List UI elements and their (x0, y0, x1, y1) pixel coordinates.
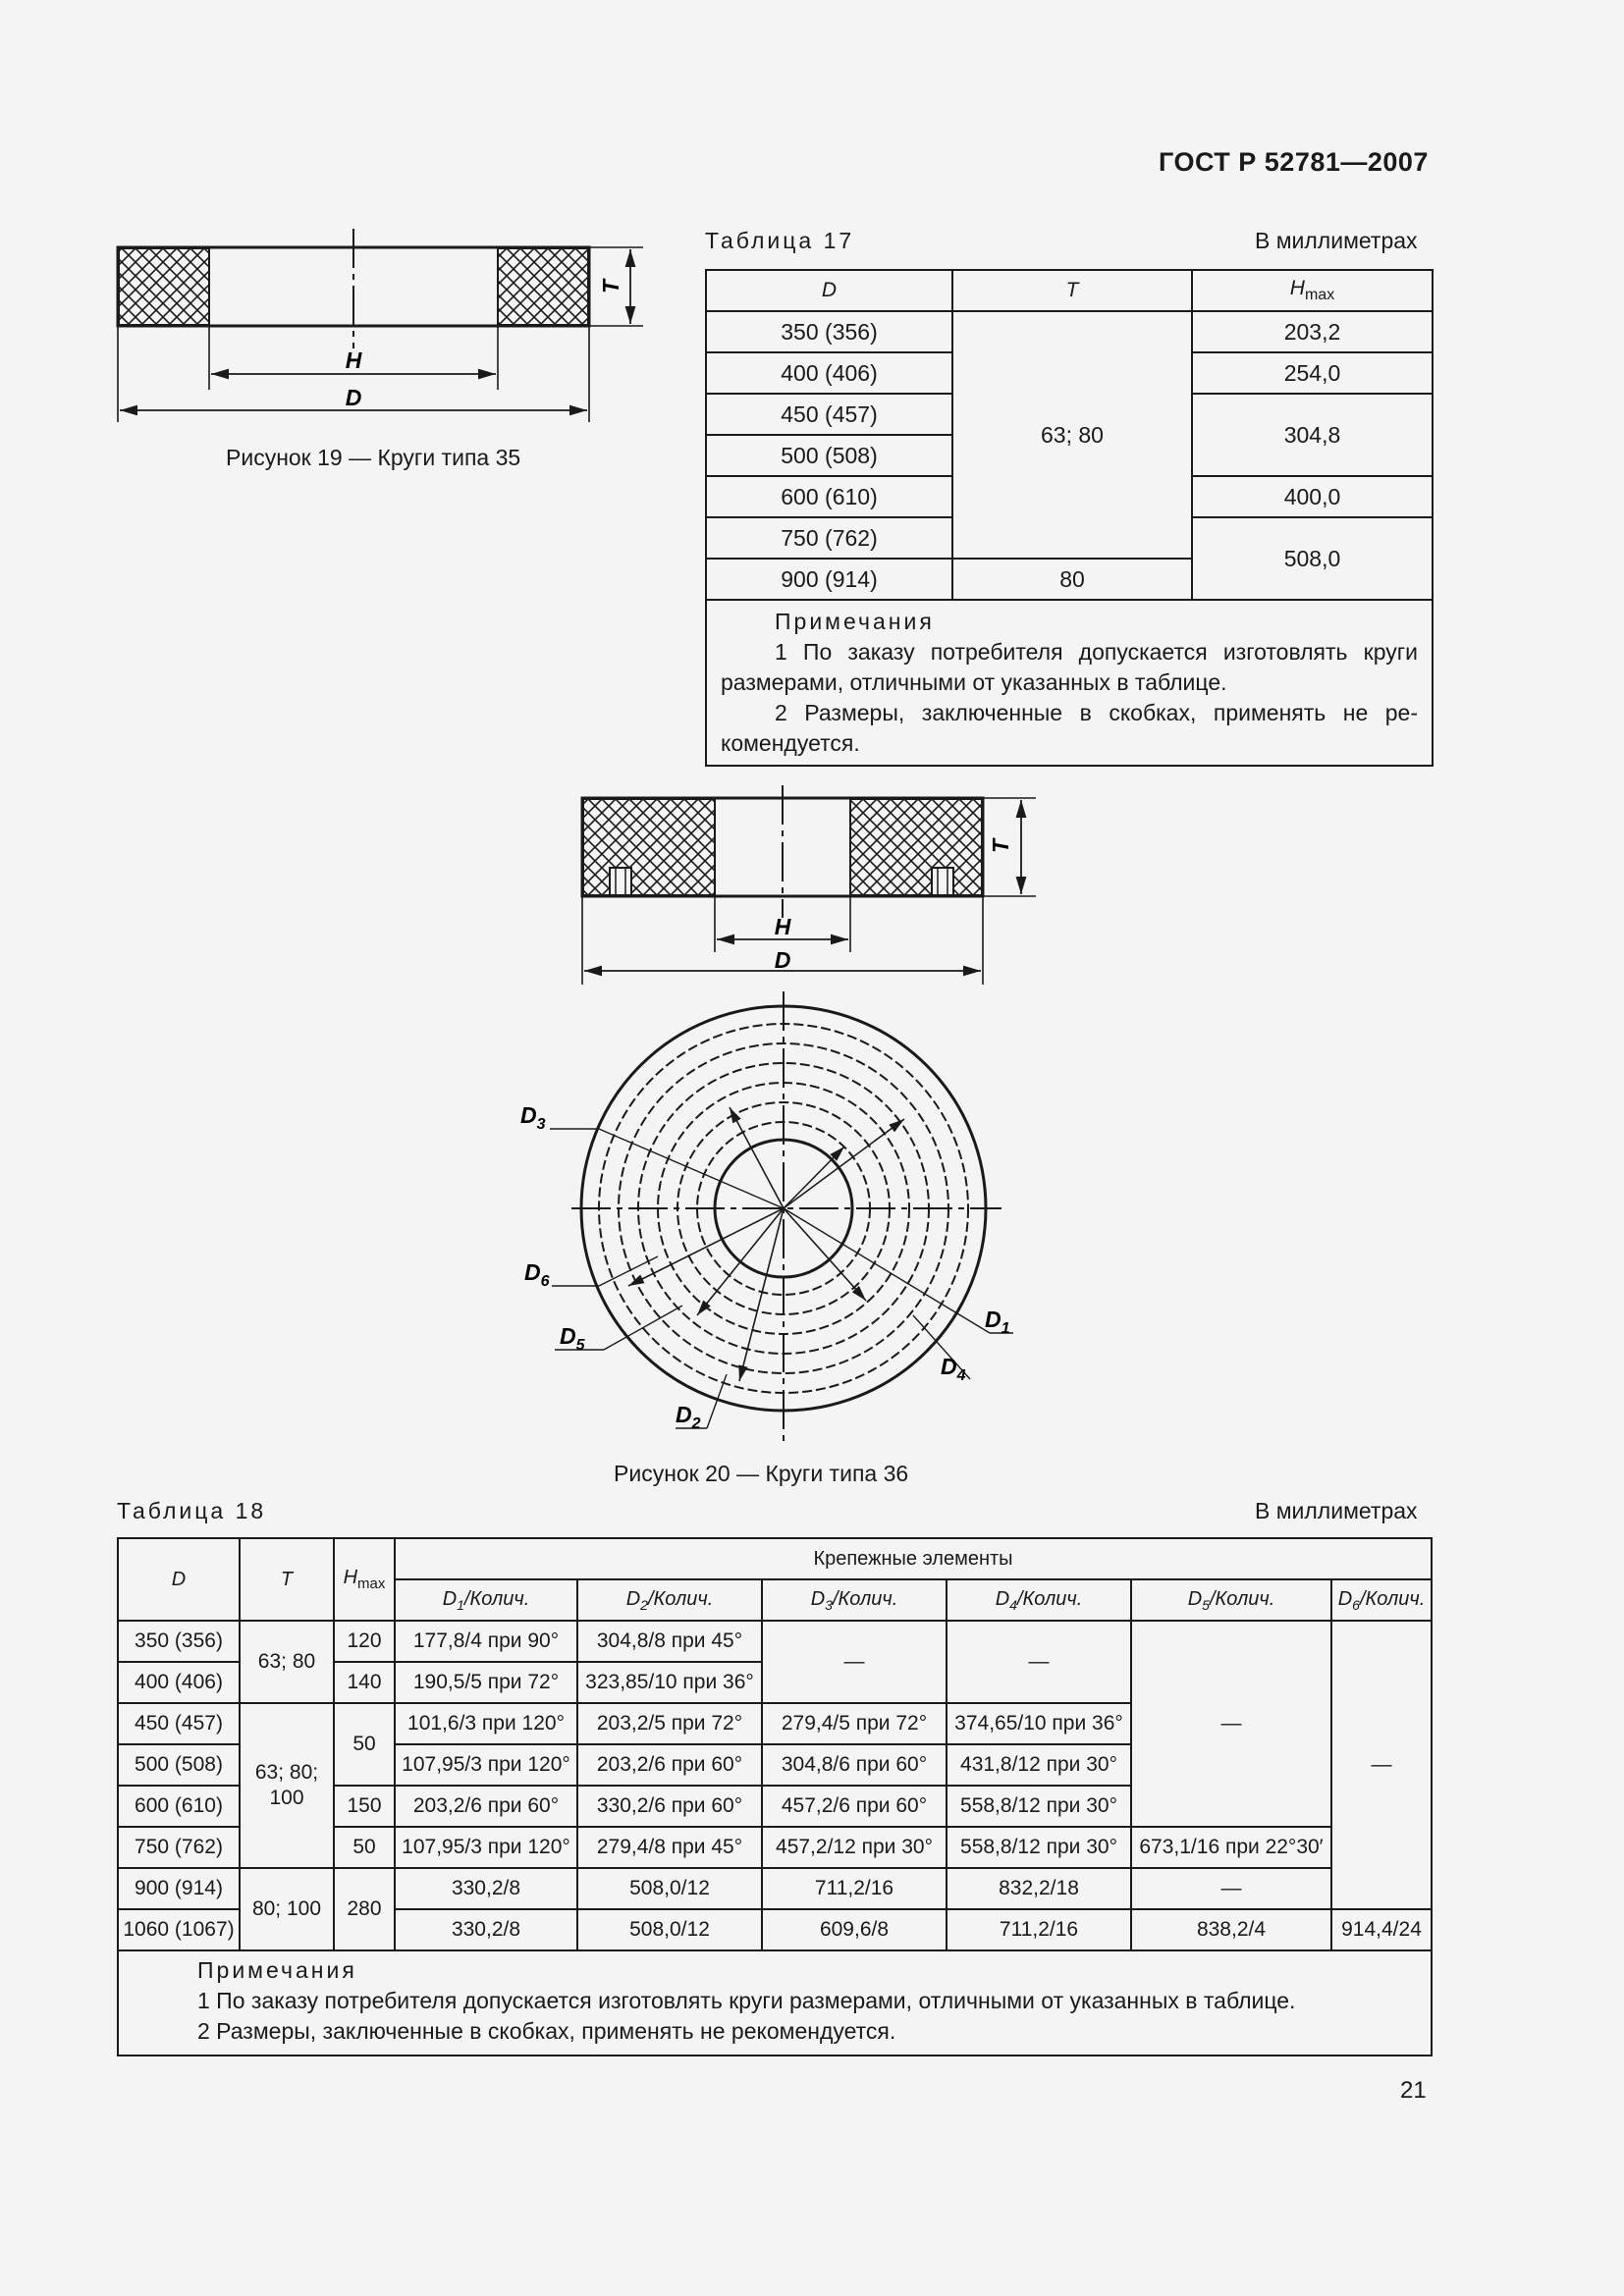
cell-h: 304,8 (1192, 394, 1433, 476)
cell-h: 50 (334, 1703, 395, 1786)
col-header-d4: $D_4$/Колич. (947, 1579, 1131, 1621)
cell-d: 400 (406) (118, 1662, 240, 1703)
cell-d: 350 (356) (118, 1621, 240, 1662)
cell-d4: 374,65/10 при 36° (947, 1703, 1131, 1744)
cell-h: 203,2 (1192, 311, 1433, 352)
col-header-d2: $D_2$/Колич. (577, 1579, 762, 1621)
cell-d1: 203,2/6 при 60° (395, 1786, 577, 1827)
notes-title: Примечания (197, 1957, 357, 1983)
cell-d: 400 (406) (706, 352, 952, 394)
table-row (706, 311, 1433, 352)
cell-d1: 107,95/3 при 120° (395, 1827, 577, 1868)
cell-d6: 914,4/24 (1331, 1909, 1432, 1950)
col-header-t: T (240, 1538, 334, 1621)
col-header-fasteners: Крепежные элементы (395, 1538, 1432, 1579)
cell-d: 750 (762) (706, 517, 952, 559)
cell-d: 500 (508) (706, 435, 952, 476)
note-1: 1 По заказу потребителя допускается изготовлять круги размерами, отличными от указанных в таблице. (197, 1988, 1296, 2013)
cell-d2: 203,2/5 при 72° (577, 1703, 762, 1744)
cell-d: 450 (457) (706, 394, 952, 435)
col-header-d: D (706, 270, 952, 311)
note-1: 1 По заказу потребителя допускается изготовлять круги размерами, отличными от указанных в таблице. (721, 639, 1418, 695)
cell-d2: 508,0/12 (577, 1909, 762, 1950)
label-d6: $D_6$ (524, 1259, 550, 1290)
cell-h: 50 (334, 1827, 395, 1868)
figure-19-caption: Рисунок 19 — Круги типа 35 (226, 445, 521, 470)
cell-d3: 279,4/5 при 72° (762, 1703, 947, 1744)
cell-d1: 101,6/3 при 120° (395, 1703, 577, 1744)
cell-d6: — (1331, 1621, 1432, 1909)
cell-d5: 673,1/16 при 22°30′ (1131, 1827, 1331, 1868)
cell-d1: 177,8/4 при 90° (395, 1621, 577, 1662)
label-d5: $D_5$ (560, 1323, 585, 1354)
cell-t: 80; 100 (240, 1868, 334, 1950)
cell-d2: 323,85/10 при 36° (577, 1662, 762, 1703)
cell-d3: 304,8/6 при 60° (762, 1744, 947, 1786)
cell-d: 750 (762) (118, 1827, 240, 1868)
table-17-units: В миллиметрах (1255, 228, 1418, 253)
page-number: 21 (1400, 2077, 1427, 2104)
label-d: D (345, 385, 362, 410)
table-18-notes (118, 1950, 1432, 2056)
col-header-d3: $D_3$/Колич. (762, 1579, 947, 1621)
insert-right-icon (932, 868, 953, 895)
cell-d: 450 (457) (118, 1703, 240, 1744)
table-row (118, 1621, 1432, 1662)
col-header-t: T (952, 270, 1192, 311)
cell-d3: — (762, 1621, 947, 1703)
cell-d: 900 (914) (118, 1868, 240, 1909)
cell-h: 280 (334, 1868, 395, 1950)
cell-h: 400,0 (1192, 476, 1433, 517)
cell-d: 500 (508) (118, 1744, 240, 1786)
cell-d4: 832,2/18 (947, 1868, 1131, 1909)
cell-d4: 711,2/16 (947, 1909, 1131, 1950)
cell-h: 254,0 (1192, 352, 1433, 394)
cell-h: 120 (334, 1621, 395, 1662)
cell-d4: 558,8/12 при 30° (947, 1786, 1131, 1827)
cell-d1: 190,5/5 при 72° (395, 1662, 577, 1703)
cell-d: 600 (610) (706, 476, 952, 517)
cell-d4: — (947, 1621, 1131, 1703)
col-header-hmax: $H_{max}$ (1192, 270, 1433, 311)
cell-d3: 457,2/12 при 30° (762, 1827, 947, 1868)
note-2: 2 Размеры, заключенные в скобках, применять не ре-комендуется. (721, 700, 1418, 756)
cell-d3: 609,6/8 (762, 1909, 947, 1950)
cell-d3: 711,2/16 (762, 1868, 947, 1909)
cell-h: 140 (334, 1662, 395, 1703)
cell-d2: 304,8/8 при 45° (577, 1621, 762, 1662)
figure-20-caption: Рисунок 20 — Круги типа 36 (614, 1461, 909, 1486)
figure-19-drawing (108, 221, 658, 432)
cell-t: 80 (952, 559, 1192, 600)
label-t: T (988, 838, 1013, 854)
cell-d: 600 (610) (118, 1786, 240, 1827)
table-18 (117, 1537, 1433, 2056)
table-row (118, 1868, 1432, 1909)
table-17-label: Таблица 17 (705, 228, 855, 253)
cell-d5: — (1131, 1621, 1331, 1827)
cell-d: 350 (356) (706, 311, 952, 352)
document-id: ГОСТ Р 52781—2007 (1159, 147, 1429, 177)
cell-d1: 107,95/3 при 120° (395, 1744, 577, 1786)
cell-d1: 330,2/8 (395, 1909, 577, 1950)
note-2: 2 Размеры, заключенные в скобках, применять не рекомендуется. (197, 2018, 896, 2044)
cell-d4: 431,8/12 при 30° (947, 1744, 1131, 1786)
cell-d2: 203,2/6 при 60° (577, 1744, 762, 1786)
col-header-d6: $D_6$/Колич. (1331, 1579, 1432, 1621)
label-d1: $D_1$ (985, 1307, 1010, 1337)
label-d: D (774, 947, 791, 973)
cell-t: 63; 80 (240, 1621, 334, 1703)
figure-20-plan-drawing (511, 991, 1021, 1453)
cell-d1: 330,2/8 (395, 1868, 577, 1909)
label-h: H (774, 914, 791, 939)
col-header-d: D (118, 1538, 240, 1621)
col-header-hmax: $H_{max}$ (334, 1538, 395, 1621)
label-d2: $D_2$ (676, 1402, 701, 1432)
table-17 (705, 269, 1434, 767)
cell-d: 1060 (1067) (118, 1909, 240, 1950)
table-17-notes (706, 600, 1433, 766)
col-header-d5: $D_5$/Колич. (1131, 1579, 1331, 1621)
cell-d3: 457,2/6 при 60° (762, 1786, 947, 1827)
cell-d: 900 (914) (706, 559, 952, 600)
cell-h: 150 (334, 1786, 395, 1827)
cell-h: 508,0 (1192, 517, 1433, 600)
col-header-d1: $D_1$/Колич. (395, 1579, 577, 1621)
cell-d2: 279,4/8 при 45° (577, 1827, 762, 1868)
cell-d5: 838,2/4 (1131, 1909, 1331, 1950)
label-h: H (345, 347, 362, 373)
table-18-units: В миллиметрах (1255, 1498, 1418, 1523)
table-18-label: Таблица 18 (117, 1498, 267, 1523)
insert-left-icon (610, 868, 631, 895)
cell-d4: 558,8/12 при 30° (947, 1827, 1131, 1868)
label-t: T (598, 279, 623, 294)
figure-20-section-drawing (574, 785, 1046, 991)
label-d3: $D_3$ (520, 1102, 546, 1133)
cell-d5: — (1131, 1868, 1331, 1909)
cell-t: 63; 80; 100 (240, 1703, 334, 1868)
cell-d2: 330,2/6 при 60° (577, 1786, 762, 1827)
notes-title: Примечания (775, 609, 935, 634)
cell-d2: 508,0/12 (577, 1868, 762, 1909)
cell-t: 63; 80 (952, 311, 1192, 559)
label-d4: $D_4$ (941, 1354, 966, 1384)
